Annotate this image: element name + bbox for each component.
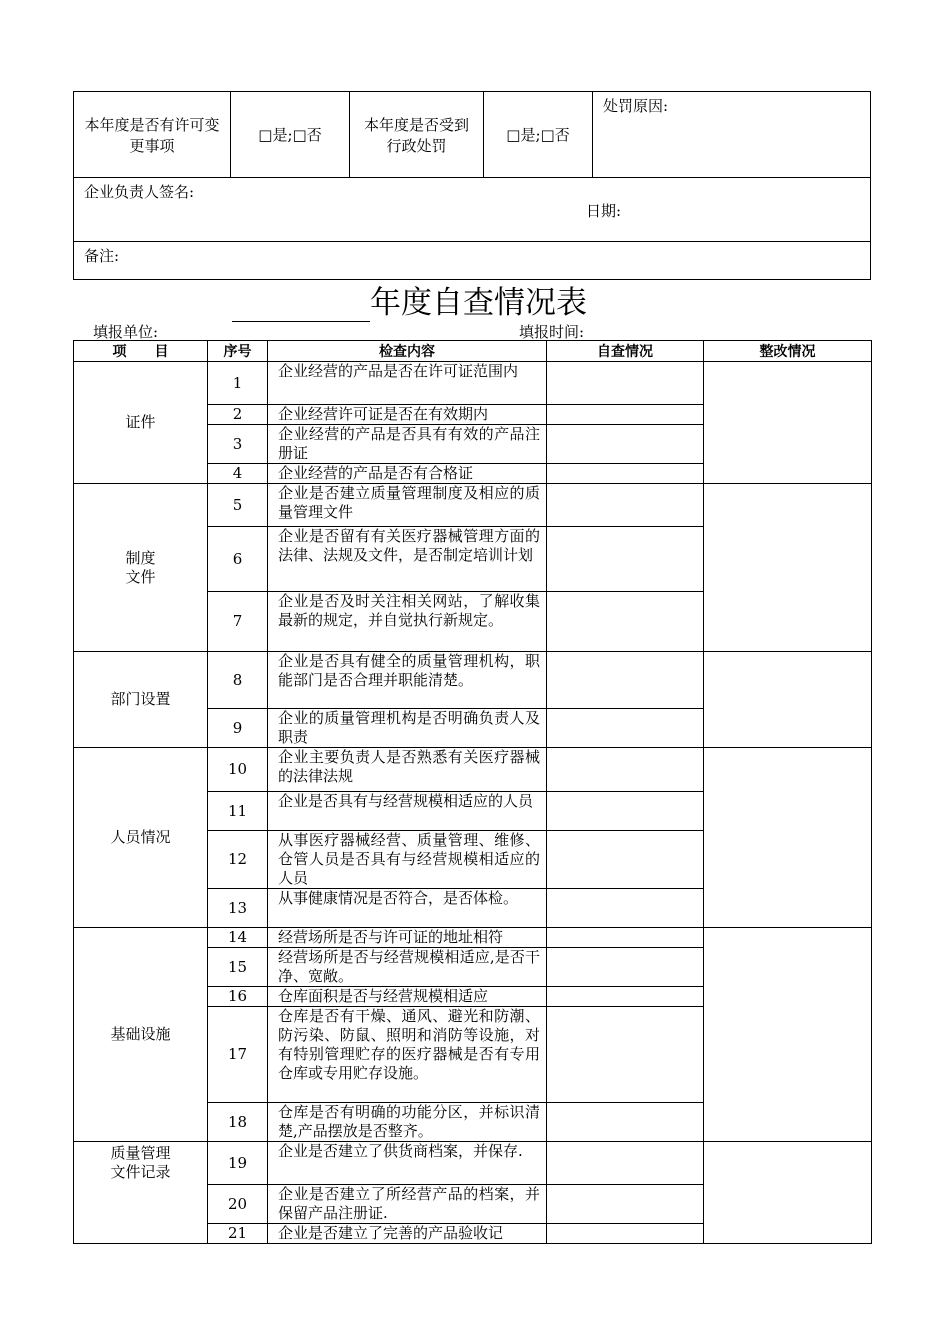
row-content: 仓库是否有干燥、通风、避光和防潮、防污染、防鼠、照明和消防等设施，对有特别管理贮存的医疗器械是否有专用仓库或专用贮存设施。: [268, 1007, 547, 1103]
license-change-label: 本年度是否有许可变更事项: [74, 92, 231, 178]
row-number: 16: [208, 987, 268, 1007]
rectify-cell[interactable]: [704, 484, 872, 652]
self-check-cell[interactable]: [547, 831, 704, 889]
row-content: 企业是否及时关注相关网站，了解收集最新的规定，并自觉执行新规定。: [268, 592, 547, 652]
row-content: 经营场所是否与经营规模相适应,是否干净、宽敞。: [268, 948, 547, 987]
self-check-cell[interactable]: [547, 748, 704, 792]
self-check-cell[interactable]: [547, 709, 704, 748]
category-departments: 部门设置: [74, 652, 208, 748]
row-content: 企业经营的产品是否具有有效的产品注册证: [268, 425, 547, 464]
self-check-cell[interactable]: [547, 527, 704, 592]
row-content: 从事医疗器械经营、质量管理、维修、仓管人员是否具有与经营规模相适应的人员: [268, 831, 547, 889]
header-seq: 序号: [208, 341, 268, 362]
row-number: 11: [208, 792, 268, 831]
row-content: 企业经营的产品是否在许可证范围内: [268, 362, 547, 405]
self-check-cell[interactable]: [547, 1007, 704, 1103]
row-content: 企业主要负责人是否熟悉有关医疗器械的法律法规: [268, 748, 547, 792]
row-content: 仓库是否有明确的功能分区，并标识清楚,产品摆放是否整齐。: [268, 1103, 547, 1142]
penalty-options[interactable]: □是;□否: [484, 92, 593, 178]
category-label: 制度文件: [125, 548, 156, 586]
table-row: [74, 652, 872, 709]
license-change-options[interactable]: □是;□否: [231, 92, 350, 178]
row-number: 2: [208, 405, 268, 425]
self-check-cell[interactable]: [547, 652, 704, 709]
row-number: 17: [208, 1007, 268, 1103]
self-check-cell[interactable]: [547, 464, 704, 484]
self-check-cell[interactable]: [547, 405, 704, 425]
row-number: 21: [208, 1224, 268, 1244]
self-check-cell[interactable]: [547, 889, 704, 928]
row-number: 19: [208, 1142, 268, 1185]
row-content: 仓库面积是否与经营规模相适应: [268, 987, 547, 1007]
row-number: 12: [208, 831, 268, 889]
row-content: 企业经营的产品是否有合格证: [268, 464, 547, 484]
self-check-cell[interactable]: [547, 362, 704, 405]
rectify-cell[interactable]: [704, 928, 872, 1142]
row-content: 企业经营许可证是否在有效期内: [268, 405, 547, 425]
penalty-reason-cell[interactable]: [593, 92, 871, 178]
self-check-cell[interactable]: [547, 948, 704, 987]
form-title: [232, 284, 587, 324]
category-certificates: 证件: [74, 362, 208, 484]
rectify-cell[interactable]: [704, 1142, 872, 1244]
row-number: 18: [208, 1103, 268, 1142]
row-content: 经营场所是否与许可证的地址相符: [268, 928, 547, 948]
fill-time-label: 填报时间:: [519, 323, 585, 341]
self-check-cell[interactable]: [547, 1224, 704, 1244]
rectify-cell[interactable]: [704, 362, 872, 484]
date-label: 日期:: [586, 202, 622, 220]
row-number: 10: [208, 748, 268, 792]
self-check-cell[interactable]: [547, 484, 704, 527]
row-content: 企业是否建立了供货商档案，并保存.: [268, 1142, 547, 1185]
top-info-table: [73, 91, 871, 280]
self-check-cell[interactable]: [547, 792, 704, 831]
signature-cell[interactable]: [74, 178, 871, 242]
self-check-cell[interactable]: [547, 928, 704, 948]
row-number: 5: [208, 484, 268, 527]
row-content: 企业是否具有健全的质量管理机构，职能部门是否合理并职能清楚。: [268, 652, 547, 709]
row-content: 企业的质量管理机构是否明确负责人及职责: [268, 709, 547, 748]
table-row: [74, 362, 872, 405]
penalty-label: 本年度是否受到行政处罚: [350, 92, 484, 178]
signature-label: 企业负责人签名:: [84, 183, 195, 201]
row-number: 6: [208, 527, 268, 592]
row-number: 13: [208, 889, 268, 928]
row-content: 企业是否具有与经营规模相适应的人员: [268, 792, 547, 831]
category-policy-documents: [74, 484, 208, 652]
rectify-cell[interactable]: [704, 748, 872, 928]
self-check-cell[interactable]: [547, 1185, 704, 1224]
category-quality-records: [74, 1142, 208, 1244]
remarks-cell[interactable]: [74, 242, 871, 280]
remarks-label: 备注:: [84, 247, 120, 265]
year-blank[interactable]: [232, 287, 370, 322]
rectify-cell[interactable]: [704, 652, 872, 748]
header-self-check: 自查情况: [547, 341, 704, 362]
self-check-cell[interactable]: [547, 425, 704, 464]
fill-unit-label: 填报单位:: [93, 323, 159, 341]
row-number: 3: [208, 425, 268, 464]
table-row: [74, 1142, 872, 1185]
table-row: [74, 928, 872, 948]
row-number: 7: [208, 592, 268, 652]
header-item: 项 目: [74, 341, 208, 362]
table-row: [74, 484, 872, 527]
row-number: 8: [208, 652, 268, 709]
row-number: 4: [208, 464, 268, 484]
self-check-cell[interactable]: [547, 1142, 704, 1185]
category-personnel: 人员情况: [74, 748, 208, 928]
row-number: 14: [208, 928, 268, 948]
row-number: 20: [208, 1185, 268, 1224]
category-label: 质量管理文件记录: [110, 1144, 171, 1181]
category-infrastructure: 基础设施: [74, 928, 208, 1142]
row-content: 企业是否建立质量管理制度及相应的质量管理文件: [268, 484, 547, 527]
row-content: 企业是否留有有关医疗器械管理方面的法律、法规及文件，是否制定培训计划: [268, 527, 547, 592]
self-check-cell[interactable]: [547, 987, 704, 1007]
row-number: 1: [208, 362, 268, 405]
header-content: 检查内容: [268, 341, 547, 362]
row-number: 15: [208, 948, 268, 987]
header-rectify: 整改情况: [704, 341, 872, 362]
self-check-cell[interactable]: [547, 592, 704, 652]
row-content: 从事健康情况是否符合，是否体检。: [268, 889, 547, 928]
self-check-table: [73, 340, 872, 1244]
row-number: 9: [208, 709, 268, 748]
row-content: 企业是否建立了完善的产品验收记: [268, 1224, 547, 1244]
row-content: 企业是否建立了所经营产品的档案，并保留产品注册证.: [268, 1185, 547, 1224]
penalty-reason-label: 处罚原因:: [603, 97, 669, 115]
title-text: 年度自查情况表: [370, 285, 587, 321]
table-row: [74, 748, 872, 792]
self-check-cell[interactable]: [547, 1103, 704, 1142]
